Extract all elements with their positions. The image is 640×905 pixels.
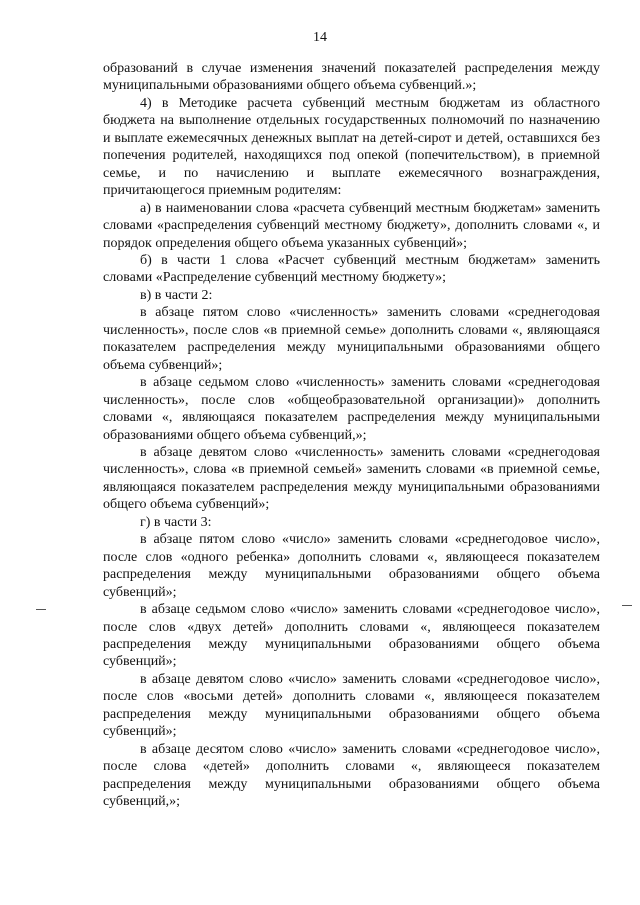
paragraph: 4) в Методике расчета субвенций местным бюджетам из областного бюджета на выполнение отдельных государственных полномочий по назначению и выплате ежемесячных денежных выплат на детей-сирот и детей, оставшихся без попечения родителей, находящихся под опекой (попечительством), в приемной семье, и по начислению и выплате ежемесячного вознаграждения, причитающегося приемным родителям: [103, 95, 600, 199]
paragraph: в) в части 2: [140, 287, 213, 303]
paragraph: в абзаце седьмом слово «численность» заменить словами «среднегодовая численность», после слов «общеобразовательной организации)» дополнить словами «, являющаяся показателем распределения между муниципальными образованиями общего объема субвенций,»; [103, 375, 600, 443]
paragraph: в абзаце пятом слово «численность» заменить словами «среднегодовая численность», после слов «в приемной семье» дополнить словами «, являющаяся показателем распределения между муниципальными образованиями общего объема субвенций»; [103, 305, 600, 373]
paragraph: г) в части 3: [140, 514, 212, 530]
paragraph: в абзаце десятом слово «число» заменить словами «среднегодовое число», после слова «детей» дополнить словами «, являющееся показателем распределения между муниципальными образованиями общего объема субвенций,»; [103, 741, 600, 810]
scan-mark-left [36, 609, 46, 610]
scan-mark-right [622, 605, 632, 606]
paragraph: в абзаце пятом слово «число» заменить словами «среднегодовое число», после слов «одного ребенка» дополнить словами «, являющееся показателем распределения между муниципальными образованиями общего объема субвенций»; [103, 532, 600, 600]
paragraph: б) в части 1 слова «Расчет субвенций местным бюджетам» заменить словами «Распределение субвенций местному бюджету»; [103, 252, 600, 286]
paragraph: в абзаце девятом слово «численность» заменить словами «среднегодовая численность», слова «в приемной семьей» заменить словами «в приемной семье, являющаяся показателем распределения между муниципальными образованиями общего объема субвенций»; [103, 444, 600, 513]
document-body [103, 60, 600, 810]
paragraph: в абзаце седьмом слово «число» заменить словами «среднегодовое число», после слов «двух детей» дополнить словами «, являющееся показателем распределения между муниципальными образованиями общего объема субвенций»; [103, 602, 600, 670]
page-number: 14 [313, 30, 327, 45]
paragraph: в абзаце девятом слово «число» заменить словами «среднегодовое число», после слов «восьми детей» дополнить словами «, являющееся показателем распределения между муниципальными образованиями общего объема субвенций»; [103, 671, 600, 740]
paragraph: а) в наименовании слова «расчета субвенций местным бюджетам» заменить словами «распределения субвенций местному бюджету», дополнить словами «, и порядок определения общего объема указанных субвенций»; [103, 200, 600, 251]
paragraph: образований в случае изменения значений показателей распределения между муниципальными образованиями общего объема субвенций.»; [103, 61, 600, 94]
